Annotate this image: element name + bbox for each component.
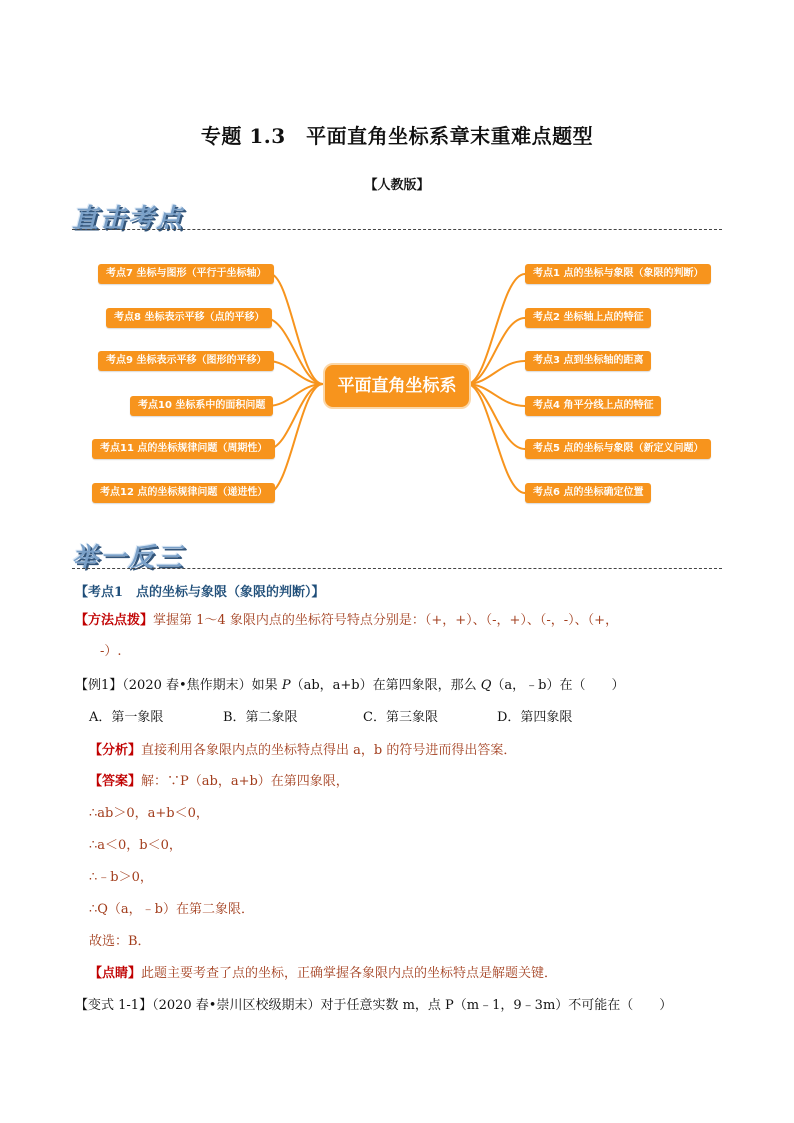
example1-option-b: B．第二象限: [223, 710, 298, 725]
method-text: 掌握第 1～4 象限内点的坐标符号特点分别是：（+，+）、（-，+）、（-，-）、（+，: [153, 613, 619, 628]
answer-tag: 【答案】: [89, 774, 142, 789]
method-tip-line2: -）.: [100, 644, 122, 659]
mindmap-node-kaodian10: 考点10 坐标系中的面积问题: [130, 396, 273, 416]
example1-stem: [75, 676, 625, 696]
example1-point-p: P: [281, 678, 291, 693]
example1-stem-a: 如果: [251, 678, 282, 693]
answer-text: 解：∵P（ab，a+b）在第四象限，: [141, 774, 349, 789]
mindmap-node-kaodian7: 考点7 坐标与图形（平行于坐标轴）: [98, 264, 274, 284]
section-heading-kaodian1: 【考点1 点的坐标与象限（象限的判断）】: [75, 585, 325, 600]
example1-stem-b: 在第四象限，那么: [372, 678, 481, 693]
example1-analysis: [89, 741, 516, 761]
example1-option-c: C．第三象限: [363, 710, 438, 725]
analysis-tag: 【分析】: [89, 743, 142, 758]
variant1-text: 对于任意实数 m，点 P（m﹣1，9﹣3m）不可能在（ ）: [320, 998, 673, 1013]
mindmap-node-kaodian4: 考点4 角平分线上点的特征: [525, 396, 661, 416]
mindmap-node-kaodian9: 考点9 坐标表示平移（图形的平移）: [98, 351, 274, 371]
method-tip-line1: [75, 611, 618, 631]
variant1-tag: 【变式 1-1】: [75, 998, 153, 1013]
solution-step-3: ∴﹣b＞0，: [89, 870, 153, 885]
banner-juyi-fansan: 举一反三: [72, 543, 185, 573]
page-title: 专题 1.3 平面直角坐标系章末重难点题型: [200, 124, 594, 148]
example1-option-a: A．第一象限: [89, 710, 164, 725]
mindmap-center-node: 平面直角坐标系: [323, 363, 471, 409]
example1-comment: [89, 964, 557, 984]
method-tag: 【方法点拨】: [75, 613, 154, 628]
variant1-source: （2020 春•崇川区校级期末）: [152, 998, 321, 1013]
example1-p-args: （ab，a+b）: [290, 678, 373, 693]
mindmap-node-kaodian8: 考点8 坐标表示平移（点的平移）: [106, 308, 272, 328]
mindmap-node-kaodian1: 考点1 点的坐标与象限（象限的判断）: [525, 264, 711, 284]
solution-choice: 故选：B．: [89, 934, 151, 949]
mindmap-node-kaodian3: 考点3 点到坐标轴的距离: [525, 351, 651, 371]
mindmap-node-kaodian5: 考点5 点的坐标与象限（新定义问题）: [525, 439, 711, 459]
mindmap-node-kaodian2: 考点2 坐标轴上点的特征: [525, 308, 651, 328]
solution-step-1: ∴ab＞0，a+b＜0，: [89, 806, 209, 821]
connector-left-6: [268, 384, 323, 493]
connector-left-2: [265, 318, 323, 384]
connector-right-1: [467, 274, 525, 384]
banner-rule-2: [72, 568, 722, 569]
example1-q-args: （a，﹣b）: [491, 678, 560, 693]
variant1-1-stem: [75, 996, 672, 1016]
example1-tag: 【例1】: [75, 678, 123, 693]
example1-source: （2020 春•焦作期末）: [122, 678, 252, 693]
comment-tag: 【点睛】: [89, 966, 142, 981]
example1-answer: [89, 772, 349, 792]
solution-step-2: ∴a＜0，b＜0，: [89, 838, 182, 853]
analysis-text: 直接利用各象限内点的坐标特点得出 a，b 的符号进而得出答案．: [141, 743, 517, 758]
banner-zhiji-kaodian: 直击考点: [72, 204, 185, 234]
mindmap-node-kaodian12: 考点12 点的坐标规律问题（递进性）: [92, 483, 275, 503]
example1-point-q: Q: [480, 678, 492, 693]
connector-left-1: [270, 274, 323, 384]
comment-text: 此题主要考查了点的坐标，正确掌握各象限内点的坐标特点是解题关键．: [141, 966, 558, 981]
mindmap-node-kaodian6: 考点6 点的坐标确定位置: [525, 483, 651, 503]
connector-right-6: [467, 384, 525, 493]
example1-option-d: D．第四象限: [497, 710, 573, 725]
mindmap-node-kaodian11: 考点11 点的坐标规律问题（周期性）: [92, 439, 275, 459]
example1-stem-c: 在（ ）: [559, 678, 625, 693]
solution-step-4: ∴Q（a，﹣b）在第二象限．: [89, 902, 255, 917]
edition-label: 【人教版】: [364, 178, 430, 193]
